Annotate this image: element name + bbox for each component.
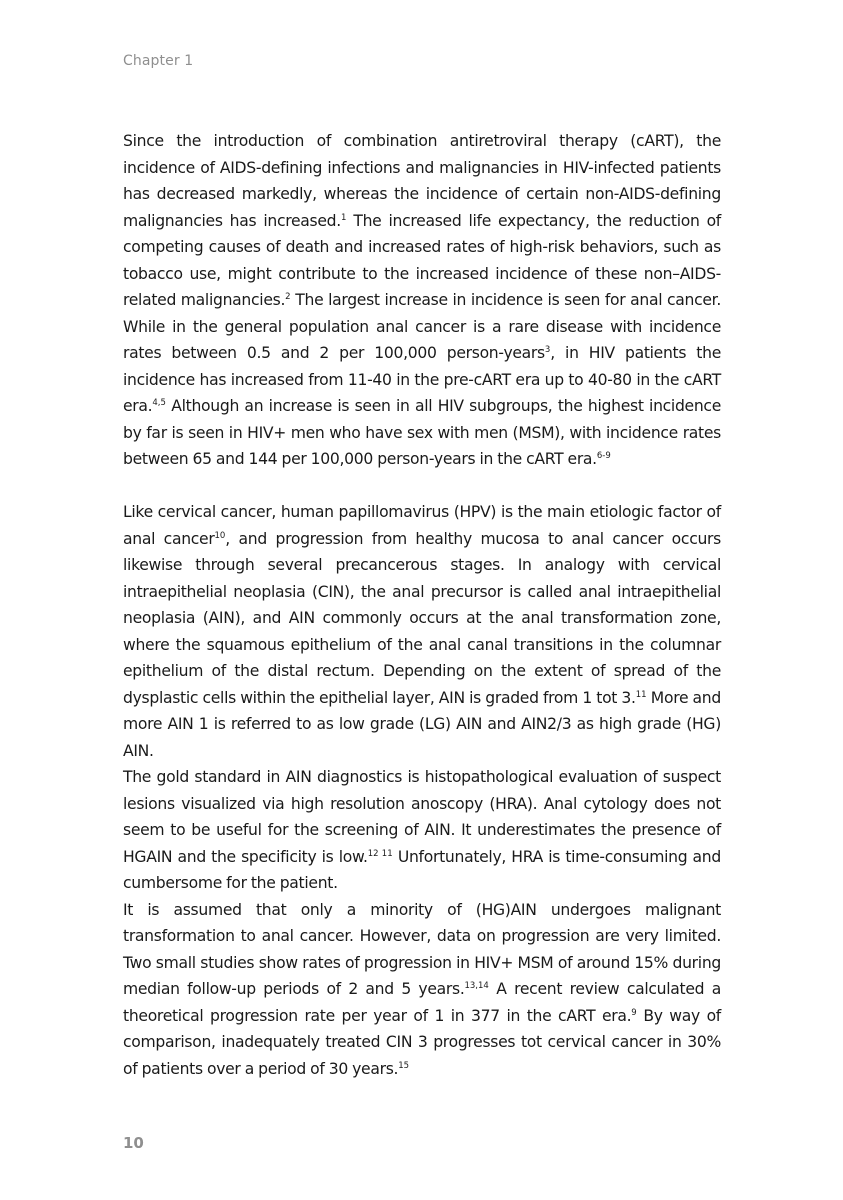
paragraph-progression xyxy=(123,897,721,1083)
text-run: Since the introduction of combination antiretroviral therapy (cART), the incidence of AIDS-defining infections and malignancies in HIV-infected patients has decreased markedly, whereas the incidence of certain non-AIDS-defining malignancies has increased. xyxy=(123,132,721,230)
citation-ref: 10 xyxy=(214,530,226,541)
citation-ref: 6-9 xyxy=(596,450,611,461)
text-run: By way of comparison, inadequately treated CIN 3 progresses tot cervical cancer in 30% of patients over a period of 30 years. xyxy=(123,1006,721,1078)
citation-ref: 15 xyxy=(398,1060,410,1071)
paragraph-cart-incidence xyxy=(123,128,721,473)
text-run: A recent review calculated a theoretical progression rate per year of 1 in 377 in the cART era. xyxy=(123,980,721,1025)
citation-ref: 11 xyxy=(635,689,647,700)
text-run: The largest increase in incidence is seen for anal cancer. While in the general population anal cancer is a rare disease with incidence rates between 0.5 and 2 per 100,000 person-years xyxy=(123,291,721,362)
text-run: , in HIV patients the incidence has increased from 11-40 in the pre-cART era up to 40-80 in the cART era. xyxy=(123,344,721,415)
text-run: It is assumed that only a minority of (HG)AIN undergoes malignant transformation to anal cancer. However, data on progression are very limited. Two small studies show rates of progression in HIV+ MSM of around 15% during median follow-up periods of 2 and 5 years. xyxy=(123,900,721,998)
text-run: , and progression from healthy mucosa to anal cancer occurs likewise through several precancerous stages. In analogy with cervical intraepithelial neoplasia (CIN), the anal precursor is called anal intraepithelial neoplasia (AIN), and AIN commonly occurs at the anal transformation zone, where the squamous epithelium of the anal canal transitions in the columnar epithelium of the distal rectum. Depending on the extent of spread of the dysplastic cells within the epithelial layer, AIN is graded from 1 tot 3. xyxy=(123,529,721,707)
paragraph-ain-diagnostics xyxy=(123,764,721,897)
text-run: More and more AIN 1 is referred to as low grade (LG) AIN and AIN2/3 as high grade (HG) AIN. xyxy=(123,688,721,760)
running-header: Chapter 1 xyxy=(123,53,194,69)
citation-ref: 3 xyxy=(544,344,551,355)
text-run: Unfortunately, HRA is time-consuming and cumbersome for the patient. xyxy=(123,847,721,892)
citation-ref: 1 xyxy=(340,212,347,223)
text-run: Like cervical cancer, human papillomavirus (HPV) is the main etiologic factor of anal cancer xyxy=(123,503,721,548)
paragraph-hpv-ain xyxy=(123,499,721,764)
citation-ref: 12 11 xyxy=(367,848,393,859)
citation-ref: 13,14 xyxy=(464,980,489,991)
text-run: Although an increase is seen in all HIV subgroups, the highest incidence by far is seen in HIV+ men who have sex with men (MSM), with incidence rates between 65 and 144 per 100,000 person-years in the cART era. xyxy=(123,397,721,468)
page-number: 10 xyxy=(123,1134,144,1152)
citation-ref: 9 xyxy=(631,1007,637,1018)
body-text xyxy=(123,128,721,1082)
citation-ref: 4,5 xyxy=(152,397,166,408)
citation-ref: 2 xyxy=(285,291,291,302)
text-run: The increased life expectancy, the reduction of competing causes of death and increased rates of high-risk behaviors, such as tobacco use, might contribute to the increased incidence of these non–AIDS-related malignancies. xyxy=(123,211,721,309)
text-run: The gold standard in AIN diagnostics is histopathological evaluation of suspect lesions visualized via high resolution anoscopy (HRA). Anal cytology does not seem to be useful for the screening of AIN. It underestimates the presence of HGAIN and the specificity is low. xyxy=(123,768,721,866)
